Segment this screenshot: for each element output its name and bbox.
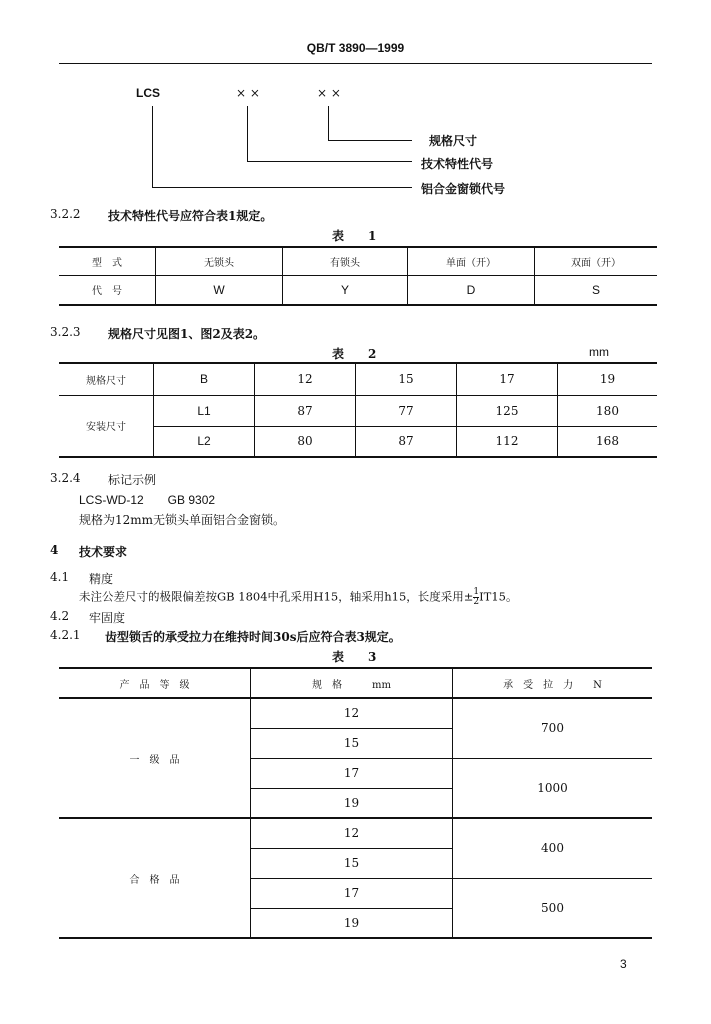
marking-example: LCS-WD-12 GB 9302 — [79, 493, 216, 507]
clause-3-2-3-number: 3.2.3 — [50, 325, 81, 339]
clause-4-2-1-text: 齿型锁舌的承受拉力在维持时间30s后应符合表3规定。 — [105, 630, 401, 644]
code-mark-1: × × — [236, 86, 260, 100]
table1-header-no-cylinder: 无锁头 — [156, 247, 283, 275]
table2-l1-val-2: 77 — [356, 395, 457, 426]
table3-g1-spec-15: 15 — [251, 728, 453, 758]
code-mark-2: × × — [317, 86, 341, 100]
diagram-branch-product — [152, 187, 412, 188]
table3-g2-spec-15: 15 — [251, 848, 453, 878]
table1-code-s: S — [591, 282, 600, 297]
table1-caption: 表 1 — [332, 229, 377, 243]
clause-4-1-text — [79, 588, 518, 607]
clause-4-1-title: 精度 — [89, 572, 114, 586]
table3-caption: 表 3 — [332, 650, 377, 664]
code-prefix: LCS — [136, 86, 160, 100]
section-4-number: 4 — [50, 543, 59, 557]
table2-l1-label: L1 — [154, 395, 255, 426]
table2-size-15: 15 — [356, 363, 457, 395]
table1 — [59, 246, 657, 306]
diagram-label-feature: 技术特性代号 — [421, 157, 494, 171]
diagram-line-mark1 — [247, 106, 248, 162]
table1-code-d: D — [408, 275, 535, 305]
diagram-line-prefix — [152, 106, 153, 188]
table2-l1-val-3: 125 — [457, 395, 558, 426]
marking-example-description: 规格为12mm无锁头单面铝合金窗锁。 — [79, 513, 286, 527]
section-4-title: 技术要求 — [79, 545, 128, 559]
diagram-branch-feature — [247, 161, 412, 162]
table3-g2-spec-17: 17 — [251, 878, 453, 908]
page-number: 3 — [620, 957, 627, 971]
clause-4-2-title: 牢固度 — [89, 611, 126, 625]
table2-row-size-sub: B — [154, 363, 255, 395]
table1-header-type: 型 式 — [59, 247, 156, 275]
table3-g2-spec-19: 19 — [251, 908, 453, 938]
diagram-label-product: 铝合金窗锁代号 — [421, 182, 506, 196]
table1-code-y: Y — [283, 275, 408, 305]
table3-header-spec: 规 格 mm — [251, 668, 453, 698]
table1-header-with-cylinder: 有锁头 — [283, 247, 408, 275]
table2-l1-val-4: 180 — [596, 403, 619, 418]
clause-4-1-text-part1: 未注公差尺寸的极限偏差按GB 1804中孔采用H15，轴采用h15，长度采用± — [79, 589, 474, 604]
table3-header-grade: 产 品 等 级 — [59, 668, 251, 698]
table2-l2-label: L2 — [154, 426, 255, 457]
table1-row-label: 代 号 — [59, 275, 156, 305]
table2-size-19: 19 — [599, 372, 616, 387]
table3 — [59, 667, 652, 939]
standard-code-header: QB/T 3890—1999 — [306, 41, 405, 55]
table3-g2-force-400: 400 — [541, 841, 564, 856]
table3-g2-spec-12: 12 — [251, 818, 453, 848]
table2-l2-val-3: 112 — [457, 426, 558, 457]
diagram-branch-size — [328, 140, 412, 141]
table3-g1-spec-12: 12 — [251, 698, 453, 728]
clause-4-1-number: 4.1 — [50, 570, 70, 584]
clause-3-2-4-number: 3.2.4 — [50, 471, 81, 485]
table2-l2-val-4: 168 — [596, 434, 619, 449]
clause-4-2-number: 4.2 — [50, 609, 70, 623]
table3-g1-force-1000: 1000 — [537, 780, 568, 795]
table2-l2-val-2: 87 — [356, 426, 457, 457]
table2-group-install-label: 安装尺寸 — [59, 395, 154, 457]
table3-g2-force-500: 500 — [541, 900, 564, 915]
table3-header-force: 承 受 拉 力 N — [503, 679, 602, 691]
clause-4-2-1-number: 4.2.1 — [50, 628, 81, 642]
fraction-denominator: 2 — [473, 597, 480, 607]
diagram-line-mark2 — [328, 106, 329, 141]
table2 — [59, 362, 657, 458]
table2-caption: 表 2 — [332, 347, 377, 361]
clause-3-2-2-number: 3.2.2 — [50, 207, 81, 221]
table2-l1-val-1: 87 — [255, 395, 356, 426]
table2-l2-val-1: 80 — [255, 426, 356, 457]
table1-code-w: W — [156, 275, 283, 305]
table2-unit: mm — [589, 345, 609, 359]
table1-header-double-side: 双面（开） — [571, 257, 621, 269]
table3-g1-spec-17: 17 — [251, 758, 453, 788]
clause-3-2-2-text: 技术特性代号应符合表1规定。 — [108, 209, 273, 223]
table3-g1-spec-19: 19 — [251, 788, 453, 818]
diagram-label-size: 规格尺寸 — [429, 134, 478, 148]
table3-grade-qualified: 合 格 品 — [59, 818, 251, 938]
header-rule — [59, 63, 652, 64]
table2-size-17: 17 — [457, 363, 558, 395]
table1-header-single-side: 单面（开） — [408, 247, 535, 275]
table3-grade-first: 一 级 品 — [59, 698, 251, 818]
table3-g1-force-700: 700 — [541, 721, 564, 736]
fraction-numerator: 1 — [473, 587, 480, 597]
clause-4-1-text-part2: IT15。 — [479, 589, 518, 604]
clause-3-2-4-title: 标记示例 — [108, 473, 157, 487]
clause-3-2-3-text: 规格尺寸见图1、图2及表2。 — [108, 327, 266, 341]
table2-row-size-label: 规格尺寸 — [59, 363, 154, 395]
table2-size-12: 12 — [255, 363, 356, 395]
